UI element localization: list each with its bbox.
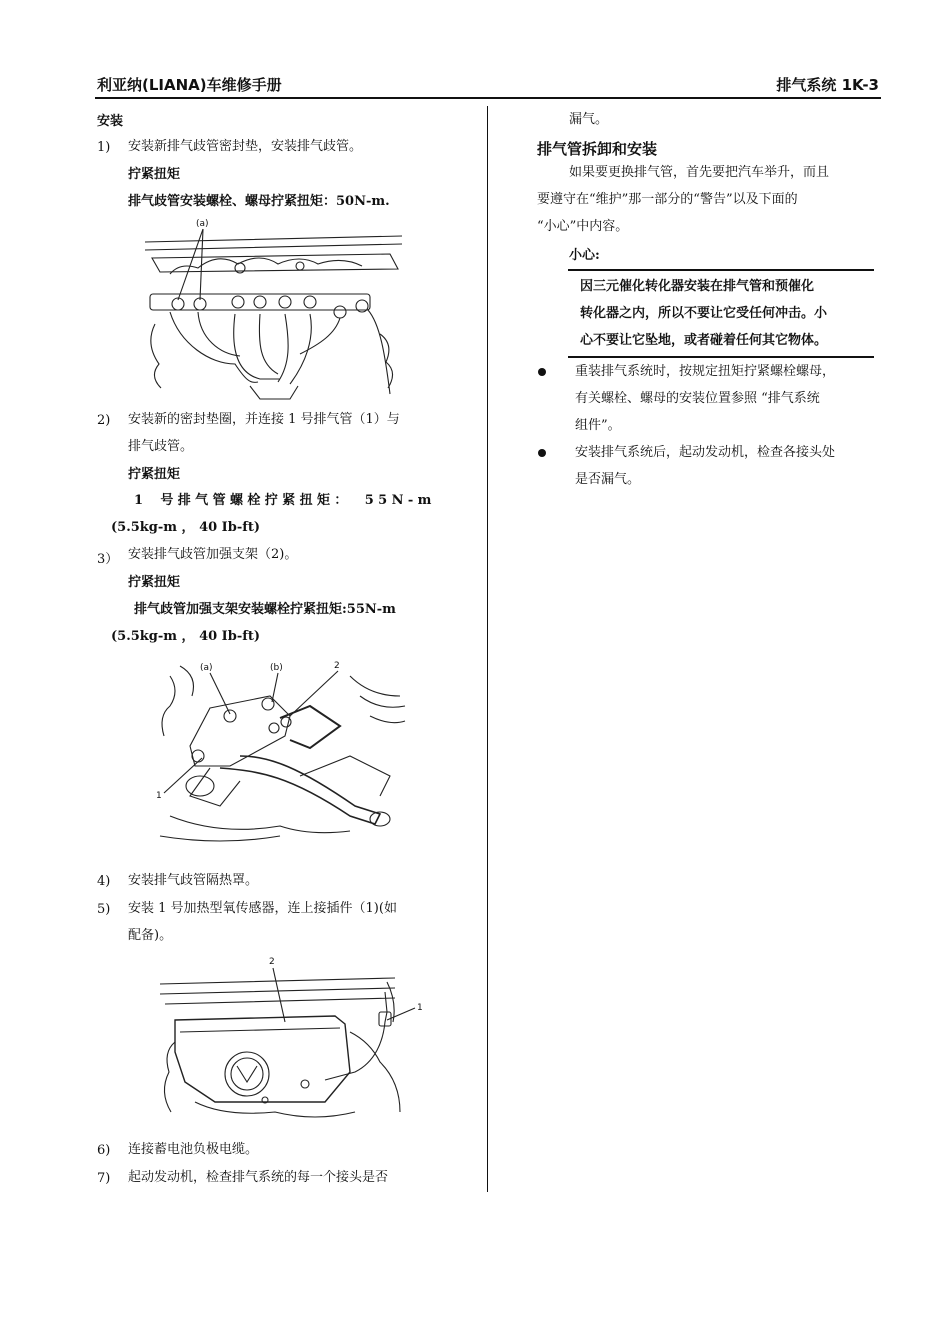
exhaust-pipe-bracket-figure: [150, 656, 410, 846]
torque-label: 拧紧扭矩: [128, 467, 181, 482]
heat-shield-sensor-figure: [155, 952, 430, 1132]
torque-spec: 排气歧管安装螺栓、螺母拧紧扭矩：50N-m.: [128, 194, 390, 209]
header-rule: [95, 97, 881, 99]
step-number: 6): [97, 1143, 111, 1158]
step-1-text: 安装新排气歧管密封垫，安装排气歧管。: [128, 139, 363, 154]
figure-label-2: 2: [269, 957, 275, 967]
figure-label-a: (a): [196, 219, 209, 229]
intro-text-line1: 如果要更换排气管，首先要把汽车举升，而且: [569, 165, 830, 180]
step-number: 3）: [97, 552, 119, 567]
caution-text-line2: 转化器之内，所以不要让它受任何冲击。小: [580, 306, 828, 321]
caution-label: 小心:: [569, 248, 600, 263]
bullet-1-line3: 组件”。: [575, 418, 621, 433]
section-page-label: 排气系统 1K-3: [776, 76, 879, 94]
torque-label: 拧紧扭矩: [128, 167, 181, 182]
figure-label-1: 1: [417, 1003, 423, 1013]
step-2-text-line2: 排气歧管。: [128, 439, 194, 454]
figure-label-a: (a): [200, 663, 213, 673]
step-5-text-line2: 配备)。: [128, 928, 173, 943]
step-number: 1): [97, 140, 111, 155]
bullet-1-line2: 有关螺栓、螺母的安装位置参照 “排气系统: [575, 391, 820, 406]
manual-title: 利亚纳(LIANA)车维修手册: [97, 76, 282, 94]
bullet-2-line2: 是否漏气。: [575, 472, 641, 487]
bullet-2-line1: 安装排气系统后，起动发动机，检查各接头处: [575, 445, 836, 460]
step-3-text: 安装排气歧管加强支架（2)。: [128, 547, 298, 562]
torque-spec: 1 号排气管螺栓拧紧扭矩： 55N-m: [134, 493, 436, 508]
install-heading: 安装: [97, 114, 124, 129]
intro-text-line2: 要遵守在“维护”那一部分的“警告”以及下面的: [537, 192, 798, 207]
torque-spec: 排气歧管加强支架安装螺栓拧紧扭矩:55N-m: [134, 602, 396, 617]
step-4-text: 安装排气歧管隔热罩。: [128, 873, 259, 888]
figure-label-b: (b): [270, 663, 283, 673]
step-number: 7): [97, 1171, 111, 1186]
bullet-1-line1: 重装排气系统时，按规定扭矩拧紧螺栓螺母，: [575, 364, 836, 379]
torque-spec-units: (5.5kg-m ， 40 Ib-ft): [111, 520, 260, 535]
caution-bottom-rule: [568, 356, 874, 358]
step-6-text: 连接蓄电池负极电缆。: [128, 1142, 259, 1157]
step-5-text-line1: 安装 1 号加热型氧传感器，连上接插件（1)(如: [128, 901, 397, 916]
continued-text: 漏气。: [569, 112, 609, 127]
caution-text-line1: 因三元催化转化器安装在排气管和预催化: [580, 279, 815, 294]
column-divider: [487, 106, 488, 1192]
step-number: 5): [97, 902, 111, 917]
caution-text-line3: 心不要让它坠地，或者碰着任何其它物体。: [580, 333, 828, 348]
exhaust-manifold-figure: [140, 214, 410, 404]
torque-label: 拧紧扭矩: [128, 575, 181, 590]
figure-label-1: 1: [156, 791, 162, 801]
step-2-text-line1: 安装新的密封垫圈，并连接 1 号排气管（1）与: [128, 412, 400, 427]
figure-label-2: 2: [334, 661, 340, 671]
torque-spec-units: (5.5kg-m ， 40 Ib-ft): [111, 629, 260, 644]
step-number: 2): [97, 413, 111, 428]
bullet-icon: [538, 449, 546, 457]
caution-top-rule: [568, 269, 874, 271]
intro-text-line3: “小心”中内容。: [537, 219, 629, 234]
bullet-icon: [538, 368, 546, 376]
section-title: 排气管拆卸和安装: [537, 140, 658, 158]
step-7-text: 起动发动机，检查排气系统的每一个接头是否: [128, 1170, 389, 1185]
step-number: 4): [97, 874, 111, 889]
